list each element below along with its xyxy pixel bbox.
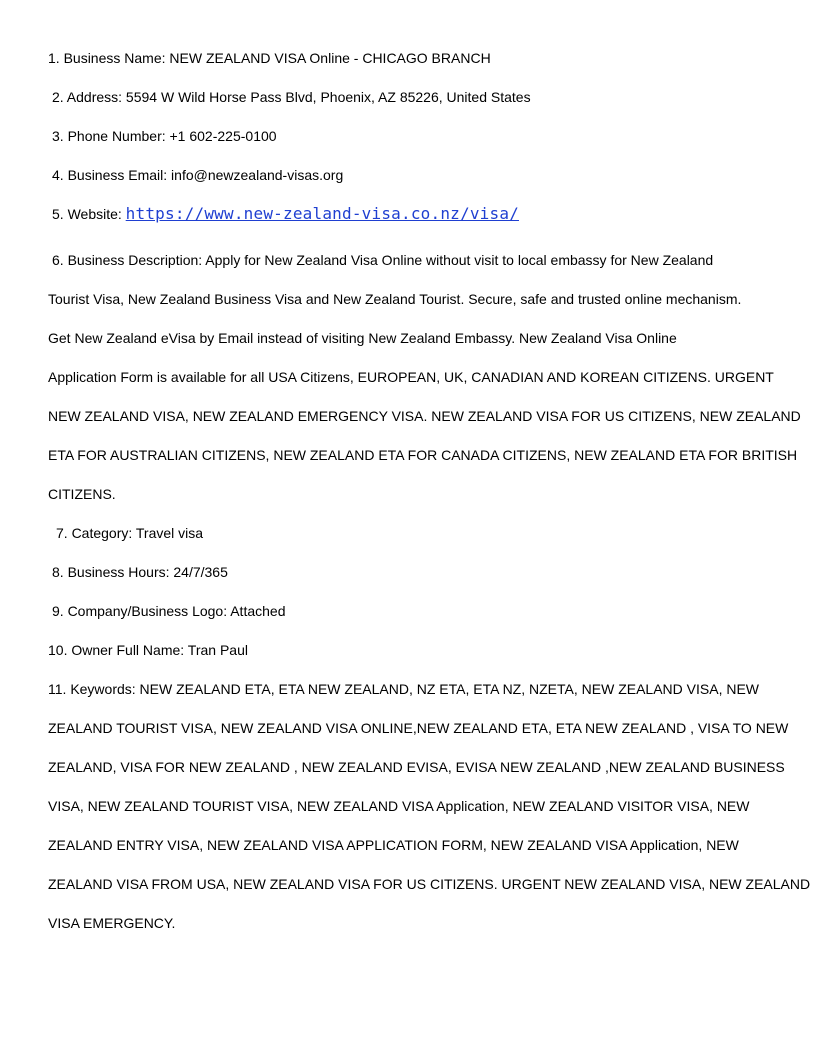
description-line: NEW ZEALAND VISA, NEW ZEALAND EMERGENCY VISA. NEW ZEALAND VISA FOR US CITIZENS, NEW ZEALAND xyxy=(48,408,801,424)
business-name-line: 1. Business Name: NEW ZEALAND VISA Online - CHICAGO BRANCH xyxy=(48,50,491,66)
description-line: Application Form is available for all USA Citizens, EUROPEAN, UK, CANADIAN AND KOREAN CITIZENS. URGENT xyxy=(48,369,774,385)
keywords-line: VISA, NEW ZEALAND TOURIST VISA, NEW ZEALAND VISA Application, NEW ZEALAND VISITOR VISA, NEW xyxy=(48,798,750,814)
keywords-line: ZEALAND ENTRY VISA, NEW ZEALAND VISA APPLICATION FORM, NEW ZEALAND VISA Application, NEW xyxy=(48,837,739,853)
website-line xyxy=(52,204,519,224)
description-line: Get New Zealand eVisa by Email instead of visiting New Zealand Embassy. New Zealand Visa Online xyxy=(48,330,677,346)
keywords-line: ZEALAND TOURIST VISA, NEW ZEALAND VISA ONLINE,NEW ZEALAND ETA, ETA NEW ZEALAND , VISA TO NEW xyxy=(48,720,789,736)
business-hours-line: 8. Business Hours: 24/7/365 xyxy=(52,564,228,580)
address-line: 2. Address: 5594 W Wild Horse Pass Blvd, Phoenix, AZ 85226, United States xyxy=(52,89,531,105)
description-line: 6. Business Description: Apply for New Zealand Visa Online without visit to local embassy for New Zealand xyxy=(52,252,714,268)
keywords-line: ZEALAND VISA FROM USA, NEW ZEALAND VISA FOR US CITIZENS. URGENT NEW ZEALAND VISA, NEW ZEALAND xyxy=(48,876,811,892)
email-line: 4. Business Email: info@newzealand-visas.org xyxy=(52,167,344,183)
keywords-line: 11. Keywords: NEW ZEALAND ETA, ETA NEW ZEALAND, NZ ETA, ETA NZ, NZETA, NEW ZEALAND VISA, NEW xyxy=(48,681,760,697)
website-link[interactable]: https://www.new-zealand-visa.co.nz/visa/ xyxy=(125,204,519,223)
description-line: Tourist Visa, New Zealand Business Visa and New Zealand Tourist. Secure, safe and trusted online mechanism. xyxy=(48,291,742,307)
keywords-line: VISA EMERGENCY. xyxy=(48,915,176,931)
owner-name-line: 10. Owner Full Name: Tran Paul xyxy=(48,642,248,658)
category-line: 7. Category: Travel visa xyxy=(56,525,204,541)
description-line: ETA FOR AUSTRALIAN CITIZENS, NEW ZEALAND ETA FOR CANADA CITIZENS, NEW ZEALAND ETA FOR BRITISH xyxy=(48,447,798,463)
keywords-line: ZEALAND, VISA FOR NEW ZEALAND , NEW ZEALAND EVISA, EVISA NEW ZEALAND ,NEW ZEALAND BUSINESS xyxy=(48,759,785,775)
logo-line: 9. Company/Business Logo: Attached xyxy=(52,603,286,619)
phone-line: 3. Phone Number: +1 602-225-0100 xyxy=(52,128,277,144)
description-line: CITIZENS. xyxy=(48,486,116,502)
website-label: 5. Website: xyxy=(52,206,126,222)
